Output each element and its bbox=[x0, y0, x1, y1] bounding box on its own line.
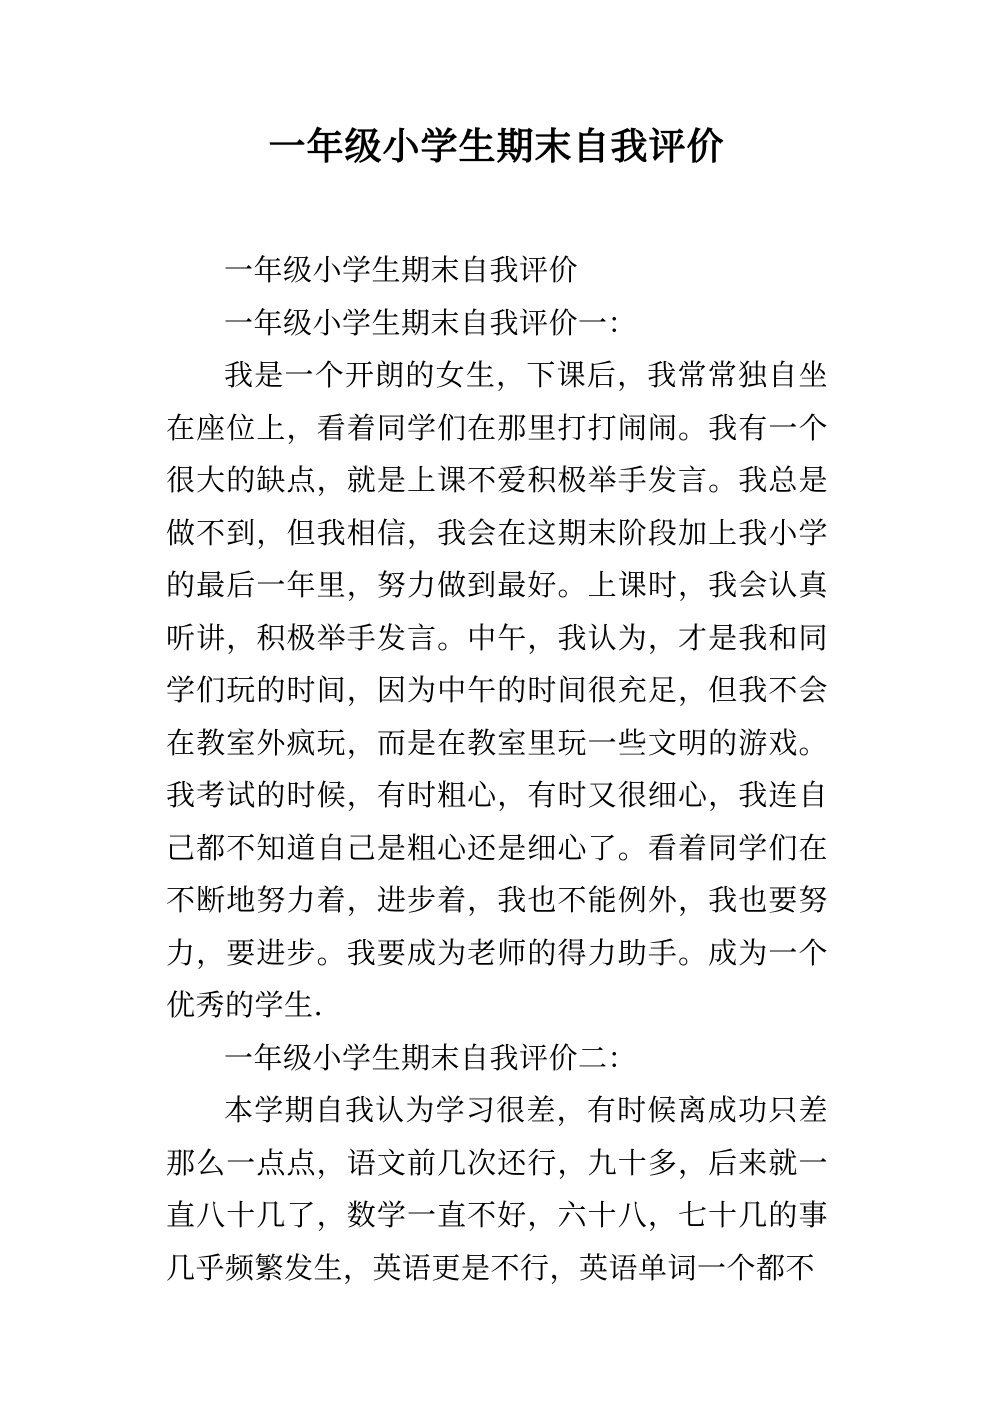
section-one-body: 我是一个开朗的女生，下课后，我常常独自坐在座位上，看着同学们在那里打打闹闹。我有一个很大的缺点，就是上课不爱积极举手发言。我总是做不到，但我相信，我会在这期末阶段加上我小学的最后一年里，努力做到最好。上课时，我会认真听讲，积极举手发言。中午，我认为，才是我和同学们玩的时间，因为中午的时间很充足，但我不会在教室外疯玩，而是在教室里玩一些文明的游戏。我考试的时候，有时粗心，有时又很细心，我连自己都不知道自己是粗心还是细心了。看着同学们在不断地努力着，进步着，我也不能例外，我也要努力，要进步。我要成为老师的得力助手。成为一个优秀的学生. bbox=[166, 358, 828, 1022]
section-one-heading: 一年级小学生期末自我评价一： bbox=[224, 305, 638, 340]
document-body bbox=[166, 244, 828, 1294]
section-two-heading: 一年级小学生期末自我评价二： bbox=[224, 1040, 638, 1075]
subtitle-paragraph: 一年级小学生期末自我评价 bbox=[224, 253, 579, 287]
document-title: 一年级小学生期末自我评价 bbox=[268, 125, 725, 168]
section-two-body: 本学期自我认为学习很差，有时候离成功只差那么一点点，语文前几次还行，九十多，后来就一直八十几了，数学一直不好，六十八，七十几的事几乎频繁发生，英语更是不行，英语单词一个都不 bbox=[166, 1093, 828, 1285]
